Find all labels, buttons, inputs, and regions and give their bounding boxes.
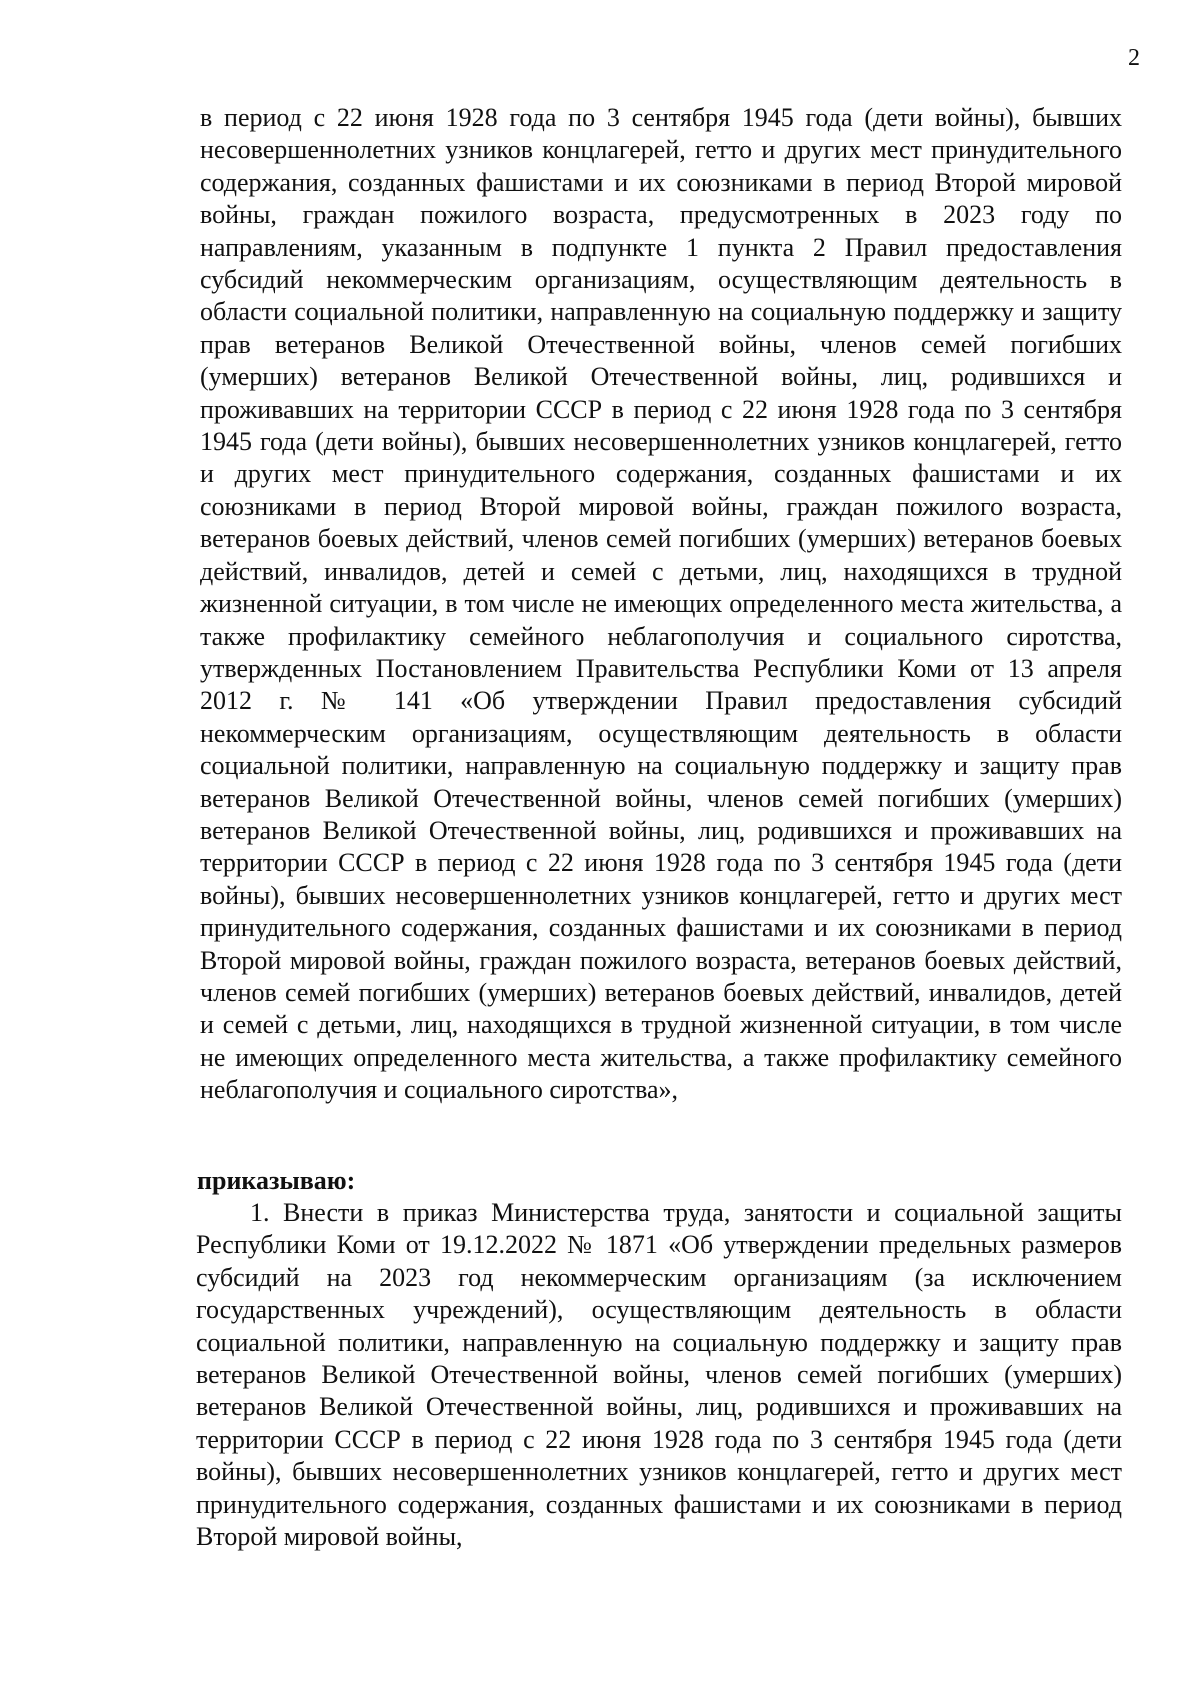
order-heading: приказываю: — [197, 1166, 356, 1195]
page-number: 2 — [1128, 45, 1140, 71]
preamble-paragraph: в период с 22 июня 1928 года по 3 сентября 1945 года (дети войны), бывших несовершеннолетних узников концлагерей, гетто и других мест принудительного содержания, созданных фашистами и их союзниками в период Второй мировой войны, граждан пожилого возраста, предусмотренных в 2023 году по направлениям, указанным в подпункте 1 пункта 2 Правил предоставления субсидий некоммерческим организациям, осуществляющим деятельность в области социальной политики, направленную на социальную поддержку и защиту прав ветеранов Великой Отечественной войны, членов семей погибших (умерших) ветеранов Великой Отечественной войны, лиц, родившихся и проживавших на территории СССР в период с 22 июня 1928 года по 3 сентября 1945 года (дети войны), бывших несовершеннолетних узников концлагерей, гетто и других мест принудительного содержания, созданных фашистами и их союзниками в период Второй мировой войны, граждан пожилого возраста, ветеранов боевых действий, членов семей погибших (умерших) ветеранов боевых действий, инвалидов, детей и семей с детьми, лиц, находящихся в трудной жизненной ситуации, в том числе не имеющих определенного места жительства, а также профилактику семейного неблагополучия и социального сиротства, утвержденных Постановлением Правительства Республики Коми от 13 апреля 2012 г. № 141 «Об утверждении Правил предоставления субсидий некоммерческим организациям, осуществляющим деятельность в области социальной политики, направленную на социальную поддержку и защиту прав ветеранов Великой Отечественной войны, членов семей погибших (умерших) ветеранов Великой Отечественной войны, лиц, родившихся и проживавших на территории СССР в период с 22 июня 1928 года по 3 сентября 1945 года (дети войны), бывших несовершеннолетних узников концлагерей, гетто и других мест принудительного содержания, созданных фашистами и их союзниками в период Второй мировой войны, граждан пожилого возраста, ветеранов боевых действий, членов семей погибших (умерших) ветеранов боевых действий, инвалидов, детей и семей с детьми, лиц, находящихся в трудной жизненной ситуации, в том числе не имеющих определенного места жительства, а также профилактику семейного неблагополучия и социального сиротства», — [200, 103, 1122, 1105]
order-item-1: 1. Внести в приказ Министерства труда, занятости и социальной защиты Республики Коми от 19.12.2022 № 1871 «Об утверждении предельных размеров субсидий на 2023 год некоммерческим организациям (за исключением государственных учреждений), осуществляющим деятельность в области социальной политики, направленную на социальную поддержку и защиту прав ветеранов Великой Отечественной войны, членов семей погибших (умерших) ветеранов Великой Отечественной войны, лиц, родившихся и проживавших на территории СССР в период с 22 июня 1928 года по 3 сентября 1945 года (дети войны), бывших несовершеннолетних узников концлагерей, гетто и других мест принудительного содержания, созданных фашистами и их союзниками в период Второй мировой войны, — [196, 1198, 1122, 1552]
document-body — [200, 102, 1122, 1107]
